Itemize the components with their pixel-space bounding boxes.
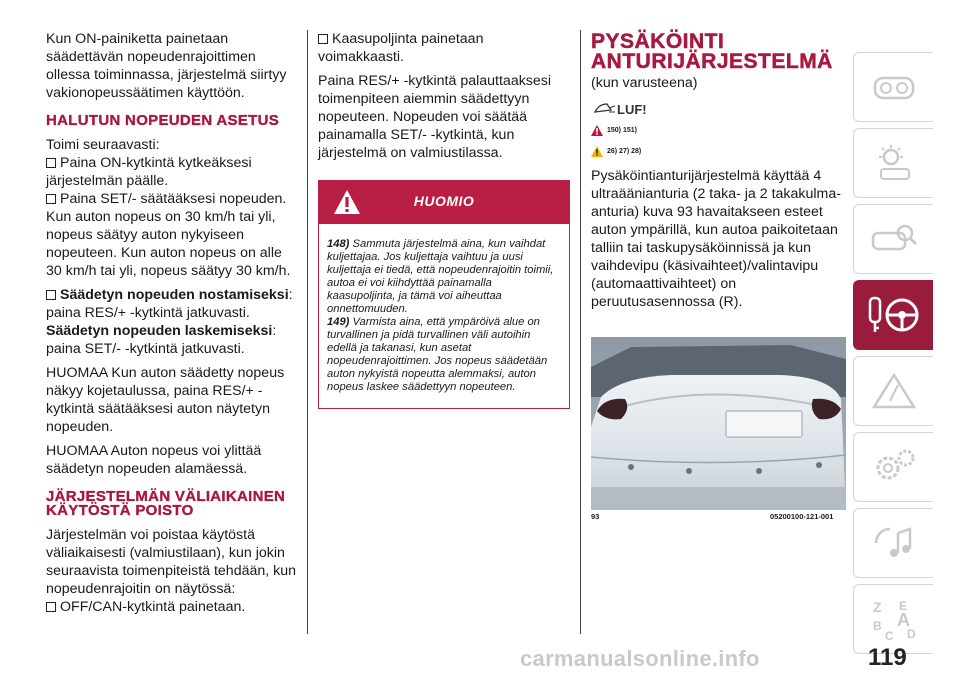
svg-text:LUF!: LUF! bbox=[617, 102, 647, 117]
reference-warning: 150) 151) bbox=[591, 125, 846, 136]
intro-paragraph: Kun ON-painiketta painetaan säädettävän nopeudenrajoittimen ollessa toiminnassa, järjestelmä siirtyy vakionopeussäätimen käyttöön. bbox=[46, 31, 287, 101]
paragraph: Kun auton nopeus on 30 km/h tai yli, nopeus säätyy auton nykyiseen nopeuteen. Kun auton nopeus on alle 30 km/h tai yli, nopeus säätyy 30 km/h. bbox=[46, 209, 291, 279]
warning-item: 148) Sammuta järjestelmä aina, kun vaihdat kuljettajaa. Jos kuljettaja vaihtuu ja uusi kuljettaja ei tiedä, että nopeudenrajoitin toimii, autoa ei voi kiihdyttää painamalla kaasupoljinta, ja tämä voi aiheuttaa onnettomuuden. bbox=[327, 238, 554, 315]
warning-lights-icon bbox=[871, 143, 917, 183]
paragraph: Toimi seuraavasti: bbox=[46, 137, 160, 153]
svg-text:E: E bbox=[898, 599, 907, 613]
reference-caution: 26) 27) 28) bbox=[591, 146, 846, 157]
paragraph: Järjestelmän voi poistaa käytöstä väliaikaisesti (valmiustilaan), kun jokin seuraavista toimenpiteistä tehdään, kun nopeudenrajoitin on näytössä: bbox=[46, 527, 297, 597]
svg-text:D: D bbox=[906, 627, 916, 641]
caution-small-icon bbox=[591, 146, 603, 157]
column-divider bbox=[307, 30, 308, 634]
paragraph: Pysäköintianturijärjestelmä käyttää 4 ultraäänianturia (2 taka- ja 2 takakulma-anturia) kuva 93 havaitakseen esteet auton ympärillä, kun autoa paikoitetaan talliin tai taskupysäköinnissä ja kun vaihdevipu (käsivaihteet)/valintavipu (automaattivaihteet) on peruutusasennossa (R). bbox=[591, 168, 841, 310]
tab-dashboard[interactable] bbox=[853, 52, 933, 122]
media-music-icon bbox=[870, 523, 918, 563]
bullet-square-icon bbox=[46, 158, 56, 168]
note-paragraph: HUOMAA Kun auton säädetty nopeus näkyy kojetaulussa, paina RES/+ -kytkintä säätääksesi auton näytetyn nopeuden. bbox=[46, 365, 285, 435]
svg-text:B: B bbox=[872, 619, 882, 633]
bullet-item: Paina ON-kytkintä kytkeäksesi järjestelmän päälle. bbox=[46, 155, 252, 189]
subtitle: (kun varusteena) bbox=[591, 75, 698, 91]
warning-item: 149) Varmista aina, että ympäröivä alue on turvallinen ja pidä turvallinen väli autoihin edellä ja takanasi, kun asetat nopeudenrajoittimen. Jos nopeus säädetään auton nykyistä nopeutta alemmaksi, auton nopeus laskee säädettyyn nopeuteen. bbox=[327, 316, 548, 393]
car-dashboard-icon bbox=[871, 70, 917, 104]
figure-number: 93 bbox=[591, 512, 600, 521]
warning-header bbox=[318, 180, 570, 224]
bullet-square-icon bbox=[46, 290, 56, 300]
right-column bbox=[591, 30, 846, 311]
bullet-square-icon bbox=[46, 194, 56, 204]
tab-safety-active[interactable] bbox=[853, 280, 933, 350]
tab-car-search[interactable] bbox=[853, 204, 933, 274]
bullet-item: OFF/CAN-kytkintä painetaan. bbox=[46, 598, 298, 616]
tab-maintenance[interactable] bbox=[853, 432, 933, 502]
chapter-sidebar bbox=[853, 52, 933, 660]
page-number: 119 bbox=[868, 644, 907, 671]
bullet-item: Kaasupoljinta painetaan voimakkaasti. bbox=[318, 31, 484, 65]
watermark: carmanualsonline.info bbox=[520, 646, 760, 671]
section-heading-temporary-disable: JÄRJESTELMÄN VÄLIAIKAINEN KÄYTÖSTÄ POISTO bbox=[46, 488, 286, 519]
note-paragraph: HUOMAA Auton nopeus voi ylittää säädetyn nopeuden alamäessä. bbox=[46, 443, 262, 477]
figure-93-car-rear-photo bbox=[591, 337, 846, 510]
warning-box bbox=[318, 224, 570, 409]
road-warning-icon bbox=[870, 371, 918, 411]
gears-icon bbox=[870, 446, 918, 488]
svg-text:A: A bbox=[896, 610, 910, 630]
bullet-item: Säädetyn nopeuden nostamiseksi: paina RES/+ -kytkintä jatkuvasti. Säädetyn nopeuden laskemiseksi: paina SET/- -kytkintä jatkuvasti. bbox=[46, 287, 293, 357]
column-divider bbox=[580, 30, 581, 634]
middle-column bbox=[318, 30, 570, 409]
warning-small-icon bbox=[591, 125, 603, 136]
tab-multimedia[interactable] bbox=[853, 508, 933, 578]
parking-sensor-icon bbox=[593, 96, 647, 118]
svg-text:Z: Z bbox=[872, 599, 882, 615]
tab-warning-lights[interactable] bbox=[853, 128, 933, 198]
bullet-item: Paina SET/- säätääksesi nopeuden. bbox=[46, 190, 298, 208]
figure-code: 05200100-121-001 bbox=[770, 512, 834, 521]
section-title-parking-sensors: PYSÄKÖINTI ANTURIJÄRJESTELMÄ bbox=[591, 30, 833, 73]
svg-text:C: C bbox=[884, 629, 894, 643]
key-steering-wheel-icon bbox=[864, 292, 924, 338]
bullet-square-icon bbox=[46, 602, 56, 612]
car-search-icon bbox=[869, 221, 919, 257]
paragraph: Paina RES/+ -kytkintä palauttaaksesi toimenpiteen aiemmin säädettyyn nopeuteen. Nopeuden voi säätää painamalla SET/- -kytkintä, kun järjestelmä on valmiustilassa. bbox=[318, 73, 552, 161]
tab-road-warning[interactable] bbox=[853, 356, 933, 426]
alphabet-index-icon bbox=[869, 596, 919, 642]
warning-title: HUOMIO bbox=[413, 193, 475, 209]
left-column bbox=[46, 30, 298, 616]
bullet-square-icon bbox=[318, 34, 328, 44]
section-heading-speed-setting: HALUTUN NOPEUDEN ASETUS bbox=[46, 112, 280, 129]
